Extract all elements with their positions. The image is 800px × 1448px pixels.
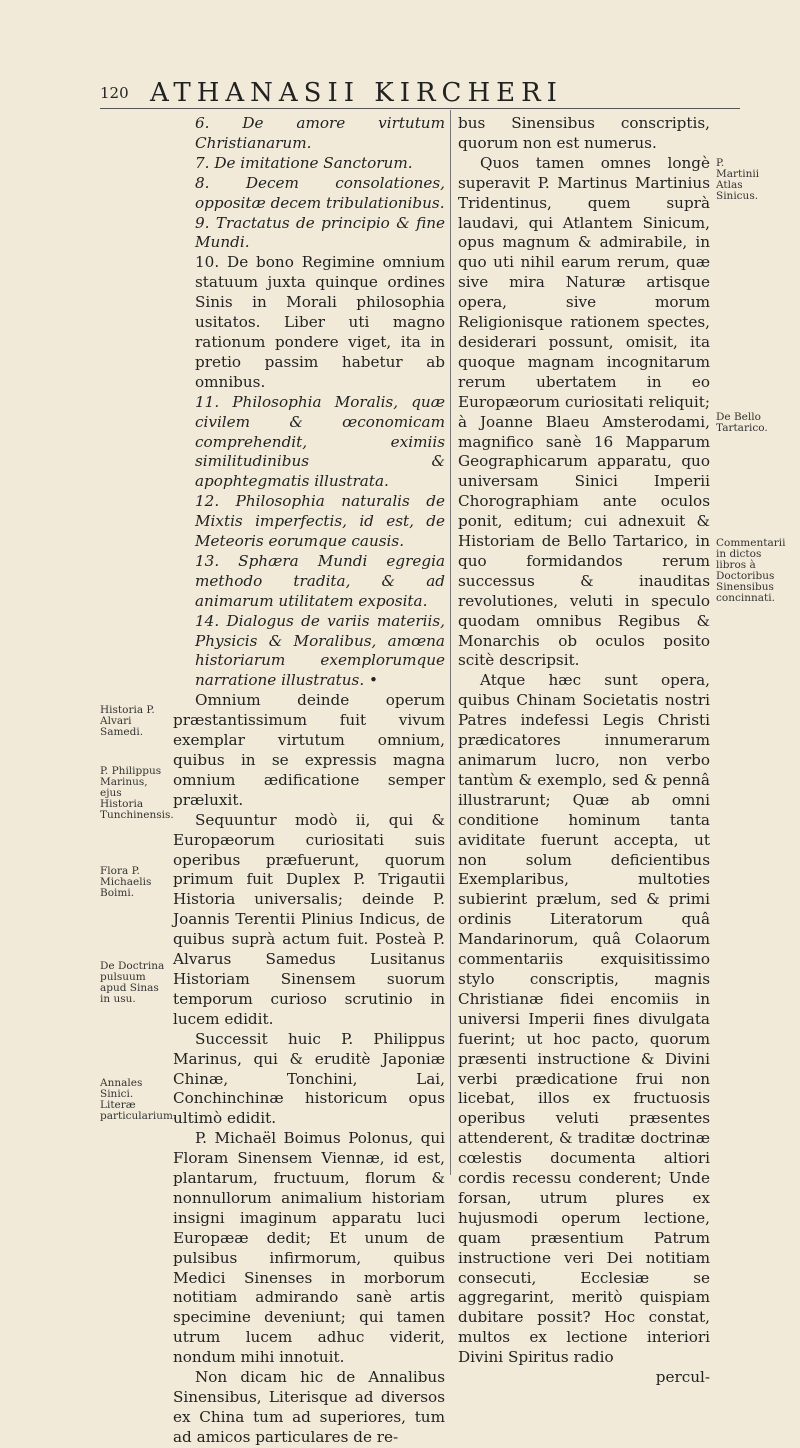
catchword: percul-: [655, 1368, 710, 1387]
running-title: ATHANASII KIRCHERI: [150, 78, 563, 108]
margin-note: De Bello Tartarico.: [716, 411, 768, 434]
paragraph: Quos tamen omnes longè superavit P. Martinus Martinius Tridentinus, quem suprà laudavi, qui Atlantem Sinicum, opus magnum & admirabile, in quo uti nihil earum rerum, quæ sive mira Naturæ artisque opera, sive morum Religionisque rationem spectes, desiderari possunt, omisit, ita quoque magnam incognitarum rerum ubertatem in eo Europæorum curiositati reliquit; à Joanne Blaeu Amsterodami, magnifico sanè 16 Mapparum Geographicarum apparatu, quo universam Sinici Imperii Chorographiam ante oculos ponit, editum; cui adnexuit & Historiam de Bello Tartarico, in quo formidandos rerum successus & inauditas revolutiones, veluti in speculo quodam omnibus Regibus & Monarchis ob oculos posito scitè descripsit.: [458, 153, 710, 670]
paragraph: Successit huic P. Philippus Marinus, qui & eruditè Japoniæ Chinæ, Tonchini, Lai, Conchinchinæ historicum opus ultimò edidit.: [173, 1029, 445, 1128]
list-item: 14. Dialogus de variis materiis, Physicis & Moralibus, amœna historiarum exemplorumque narratione illustratus. •: [195, 611, 445, 690]
list-item: 13. Sphæra Mundi egregia methodo tradita, & ad animarum utilitatem exposita.: [195, 551, 445, 610]
list-item: 12. Philosophia naturalis de Mixtis imperfectis, id est, de Meteoris eorumque causis.: [195, 492, 445, 551]
paragraph: Sequuntur modò ii, qui & Europæorum curiositati suis operibus præfuerunt, quorum primum fuit Duplex P. Trigautii Historia universalis; deinde P. Joannis Terentii Plinius Indicus, de quibus suprà actum fuit. Posteà P. Alvarus Samedus Lusitanus Historiam Sinensem suorum temporum curioso scrutinio in lucem edidit.: [173, 810, 445, 1028]
paragraph: Atque hæc sunt opera, quibus Chinam Societatis nostri Patres indefessi Legis Christi prædicatores innumerarum animarum lucro, non verbo tantùm & exemplo, sed & pennâ illustrarunt; Quæ ab omni conditione hominum tanta aviditate fuerunt accepta, ut non solum deficientibus Exemplaribus, multoties subierint prælum, sed & primi ordinis Literatorum quâ Mandarinorum, quâ Colaorum commentariis exquisitissimo stylo conscriptis, magnis Christianæ fidei encomiis in universi Imperii fines divulgata fuerint; ut hoc pacto, quorum præsenti instructione & Divini verbi prædicatione frui non licebat, illos ex fructuosis operibus veluti præsentes attenderent, & traditæ doctrinæ cœlestis documenta altiori cordis recessu conderent; Unde forsan, utrum plures ex hujusmodi operum lectione, quam præsentium Patrum instructione veri Dei notitiam consecuti, Ecclesiæ se aggregarint, meritò quispiam dubitare possit? Hoc constat, multos ex lectione interiori Divini Spiritus radio: [458, 671, 710, 1367]
margin-note: De Doctrina pulsuum apud Sinas in usu.: [100, 960, 165, 1005]
list-item: 9. Tractatus de principio & fine Mundi.: [195, 213, 445, 252]
list-item: 8. Decem consolationes, oppositæ decem tribulationibus.: [195, 173, 445, 212]
margin-note: Commentarii in dictos libros à Doctoribus Sinensibus concinnati.: [716, 537, 786, 604]
list-item: 10. De bono Regimine omnium statuum juxta quinque ordines Sinis in Morali philosophia usitatos. Liber uti magno rationum pondere viget, ita in pretio passim habetur ab omnibus.: [195, 253, 445, 391]
list-item: 6. De amore virtutum Christianarum.: [195, 114, 445, 152]
paragraph: Non dicam hic de Annalibus Sinensibus, Literisque ad diversos ex China tum ad superiores, tum ad amicos particulares de re-: [173, 1368, 445, 1446]
left-column: [173, 114, 445, 1448]
paragraph: P. Michaël Boimus Polonus, qui Floram Sinensem Viennæ, id est, plantarum, fructuum, florum & nonnullorum animalium historiam insigni imaginum apparatu luci Europææ dedit; Et unum de pulsibus infirmorum, quibus Medici Sinenses in morborum notitiam admirando sanè artis specimine deveniunt; qui tamen utrum lucem adhuc viderit, nondum mihi innotuit.: [173, 1129, 445, 1367]
margin-note: P. Philippus Marinus, ejus Historia Tunchinensis.: [100, 765, 174, 821]
page-header: [100, 78, 740, 110]
paragraph: Omnium deinde operum præstantissimum fuit vivum exemplar virtutum omnium, quibus in se expressis magna omnium ædificatione semper præluxit.: [173, 691, 445, 809]
list-item: 11. Philosophia Moralis, quæ civilem & œconomicam comprehendit, eximiis similitudinibus & apophtegmatis illustrata.: [195, 392, 445, 491]
page-number: 120: [100, 84, 129, 102]
column-rule: [450, 110, 451, 1175]
margin-note: Annales Sinici. Literæ particularium.: [100, 1077, 177, 1122]
margin-note: P. Martinii Atlas Sinicus.: [716, 157, 760, 202]
paragraph: bus Sinensibus conscriptis, quorum non est numerus.: [458, 114, 710, 152]
margin-note: Historia P. Alvari Samedi.: [100, 704, 155, 738]
margin-note: Flora P. Michaelis Boimi.: [100, 865, 152, 899]
header-rule: [100, 108, 740, 109]
right-column: [458, 114, 710, 1388]
list-item: 7. De imitatione Sanctorum.: [195, 153, 413, 172]
